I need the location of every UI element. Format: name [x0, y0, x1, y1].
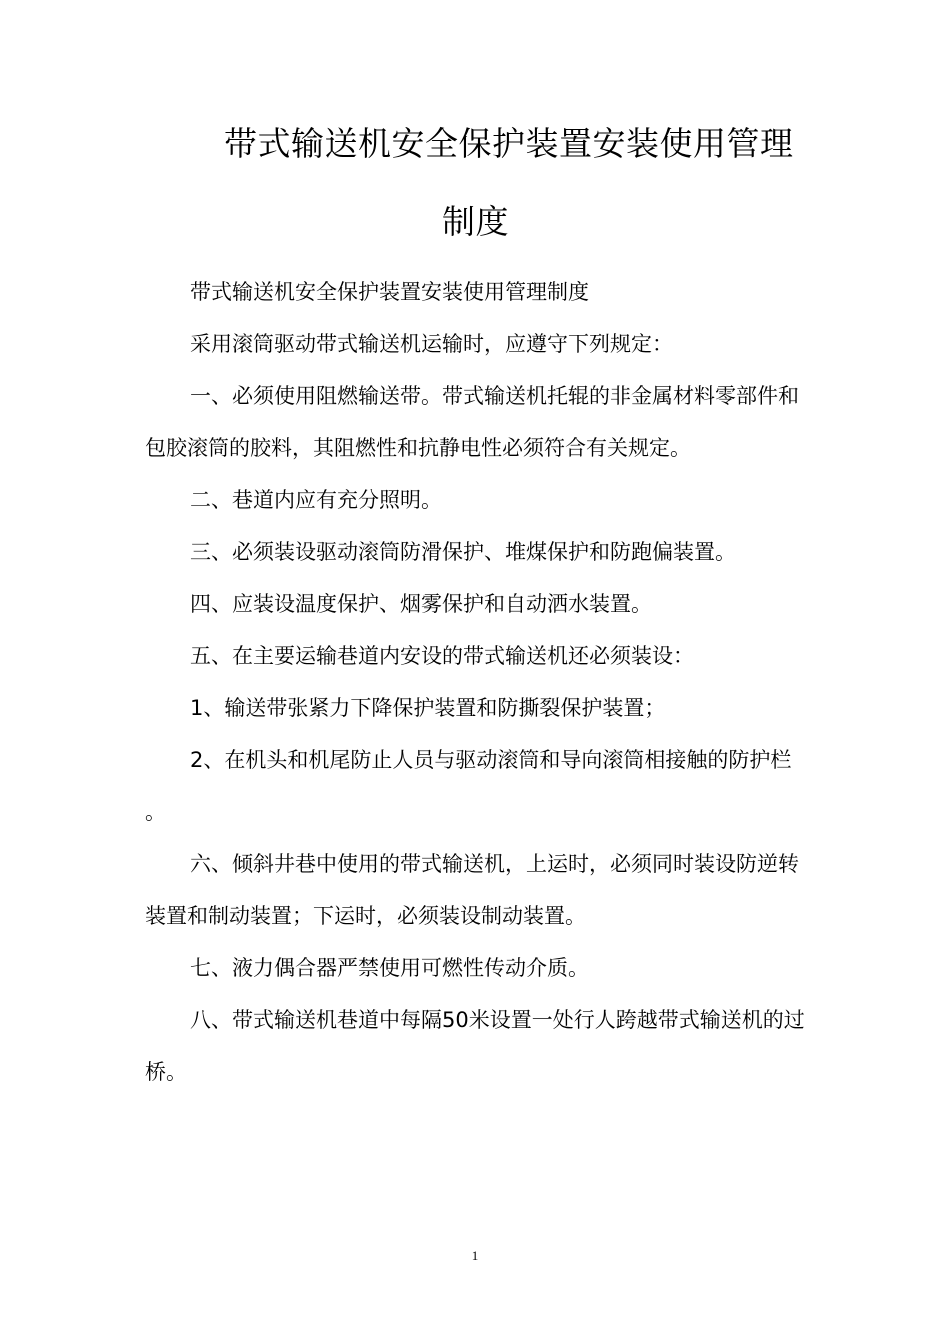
paragraph-rule-5: 五、在主要运输巷道内安设的带式输送机还必须装设：	[190, 644, 694, 668]
document-body	[145, 266, 805, 1098]
paragraph-rule-5-item-1: 1、输送带张紧力下降保护装置和防撕裂保护装置；	[190, 696, 666, 720]
page-number: 1	[471, 1248, 479, 1263]
paragraph-rule-7: 七、液力偶合器严禁使用可燃性传动介质。	[190, 956, 589, 980]
paragraph-subtitle: 带式输送机安全保护装置安装使用管理制度	[190, 280, 589, 304]
paragraph-intro: 采用滚筒驱动带式输送机运输时，应遵守下列规定：	[190, 332, 673, 356]
paragraph-rule-4: 四、应装设温度保护、烟雾保护和自动洒水装置。	[190, 592, 652, 616]
paragraph-rule-1: 一、必须使用阻燃输送带。带式输送机托辊的非金属材料零部件和包胶滚筒的胶料，其阻燃性和抗静电性必须符合有关规定。	[145, 384, 799, 460]
paragraph-rule-6: 六、倾斜井巷中使用的带式输送机，上运时，必须同时装设防逆转装置和制动装置；下运时，必须装设制动装置。	[145, 852, 799, 928]
paragraph-rule-2: 二、巷道内应有充分照明。	[190, 488, 442, 512]
paragraph-rule-5-item-2: 2、在机头和机尾防止人员与驱动滚筒和导向滚筒相接触的防护栏。	[145, 748, 792, 824]
document-title-line-1: 带式输送机安全保护装置安装使用管理	[224, 124, 794, 163]
paragraph-rule-3: 三、必须装设驱动滚筒防滑保护、堆煤保护和防跑偏装置。	[190, 540, 736, 564]
document-title-line-2: 制度	[442, 202, 509, 241]
paragraph-rule-8: 八、带式输送机巷道中每隔50米设置一处行人跨越带式输送机的过桥。	[145, 1008, 805, 1084]
